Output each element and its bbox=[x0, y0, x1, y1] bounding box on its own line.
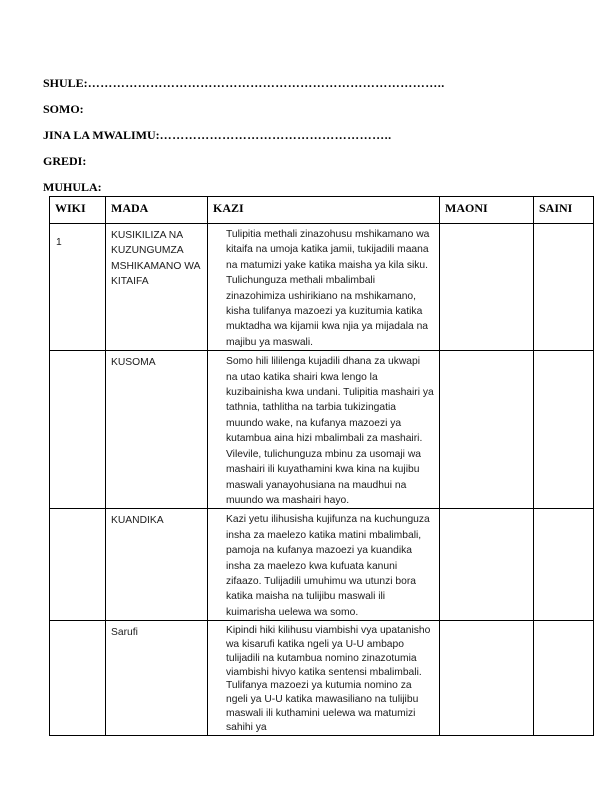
cell-mada: Sarufi bbox=[106, 621, 208, 735]
field-jina-dotted-line: ……………………………………………….. bbox=[159, 128, 392, 142]
cell-mada: KUANDIKA bbox=[106, 509, 208, 621]
cell-maoni bbox=[440, 509, 534, 621]
cell-saini bbox=[534, 509, 594, 621]
column-header-wiki: WIKI bbox=[50, 197, 106, 224]
cell-maoni bbox=[440, 224, 534, 351]
cell-mada: KUSOMA bbox=[106, 351, 208, 509]
field-gredi bbox=[43, 150, 583, 176]
cell-mada: KUSIKILIZA NA KUZUNGUMZA MSHIKAMANO WA KITAIFA bbox=[106, 224, 208, 351]
cell-saini bbox=[534, 224, 594, 351]
cell-kazi: Tulipitia methali zinazohusu mshikamano wa kitaifa na umoja katika jamii, tukijadili maana na matumizi yake katika maisha ya kila siku. Tulichunguza methali mbalimbali zinazohimiza ushirikiano na mshikamano, kisha tulifanya mazoezi ya kuzitumia katika muktadha wa kijamii kwa njia ya mijadala na majibu ya maswali. bbox=[208, 224, 440, 351]
field-somo bbox=[43, 98, 583, 124]
column-header-maoni: MAONI bbox=[440, 197, 534, 224]
table-row bbox=[50, 351, 594, 509]
cell-maoni bbox=[440, 621, 534, 735]
cell-wiki: 1 bbox=[50, 224, 106, 351]
cell-wiki bbox=[50, 621, 106, 735]
cell-kazi: Kazi yetu ilihusisha kujifunza na kuchunguza insha za maelezo katika matini mbalimbali, pamoja na kufanya mazoezi ya kuandika insha za maelezo kwa kufuata kanuni zifaazo. Tulijadili umuhimu wa utunzi bora katika maisha na tulijibu maswali ili kuimarisha uelewa wa somo. bbox=[208, 509, 440, 621]
field-somo-label: SOMO: bbox=[43, 102, 84, 116]
field-shule-dotted-line: ………………………………………………………………………….. bbox=[87, 76, 445, 90]
cell-wiki bbox=[50, 509, 106, 621]
column-header-saini: SAINI bbox=[534, 197, 594, 224]
form-header bbox=[43, 72, 583, 202]
field-jina-la-mwalimu bbox=[43, 124, 583, 150]
column-header-mada: MADA bbox=[106, 197, 208, 224]
table-row bbox=[50, 509, 594, 621]
cell-kazi: Somo hili lililenga kujadili dhana za ukwapi na utao katika shairi kwa lengo la kuzibainisha kwa undani. Tulipitia mashairi ya tathnia, tathlitha na tarbia tukizingatia muundo wake, na kufanya mazoezi ya kutambua aina hizi mbalimbali za mashairi. Vilevile, tulichunguza mbinu za usomaji wa mashairi ili kuyathamini kwa kina na kujibu maswali yanayohusiana na maudhui na muundo wa mashairi hayo. bbox=[208, 351, 440, 509]
table-row bbox=[50, 621, 594, 735]
field-gredi-label: GREDI: bbox=[43, 154, 87, 168]
field-jina-label: JINA LA MWALIMU: bbox=[43, 128, 160, 142]
field-shule bbox=[43, 72, 583, 98]
field-muhula-label: MUHULA: bbox=[43, 180, 102, 194]
table-row bbox=[50, 224, 594, 351]
scheme-of-work-table bbox=[49, 196, 594, 736]
field-shule-label: SHULE: bbox=[43, 76, 88, 90]
table-header-row bbox=[50, 197, 594, 224]
column-header-kazi: KAZI bbox=[208, 197, 440, 224]
cell-saini bbox=[534, 351, 594, 509]
cell-kazi: Kipindi hiki kilihusu viambishi vya upatanisho wa kisarufi katika ngeli ya U-U ambapo tulijadili na kutambua nomino zinazotumia viambishi hivyo katika sentensi mbalimbali. Tulifanya mazoezi ya kutumia nomino za ngeli ya U-U katika mawasiliano na tulijibu maswali ili kuthamini uelewa wa matumizi sahihi ya bbox=[208, 621, 440, 735]
cell-wiki bbox=[50, 351, 106, 509]
cell-saini bbox=[534, 621, 594, 735]
cell-maoni bbox=[440, 351, 534, 509]
